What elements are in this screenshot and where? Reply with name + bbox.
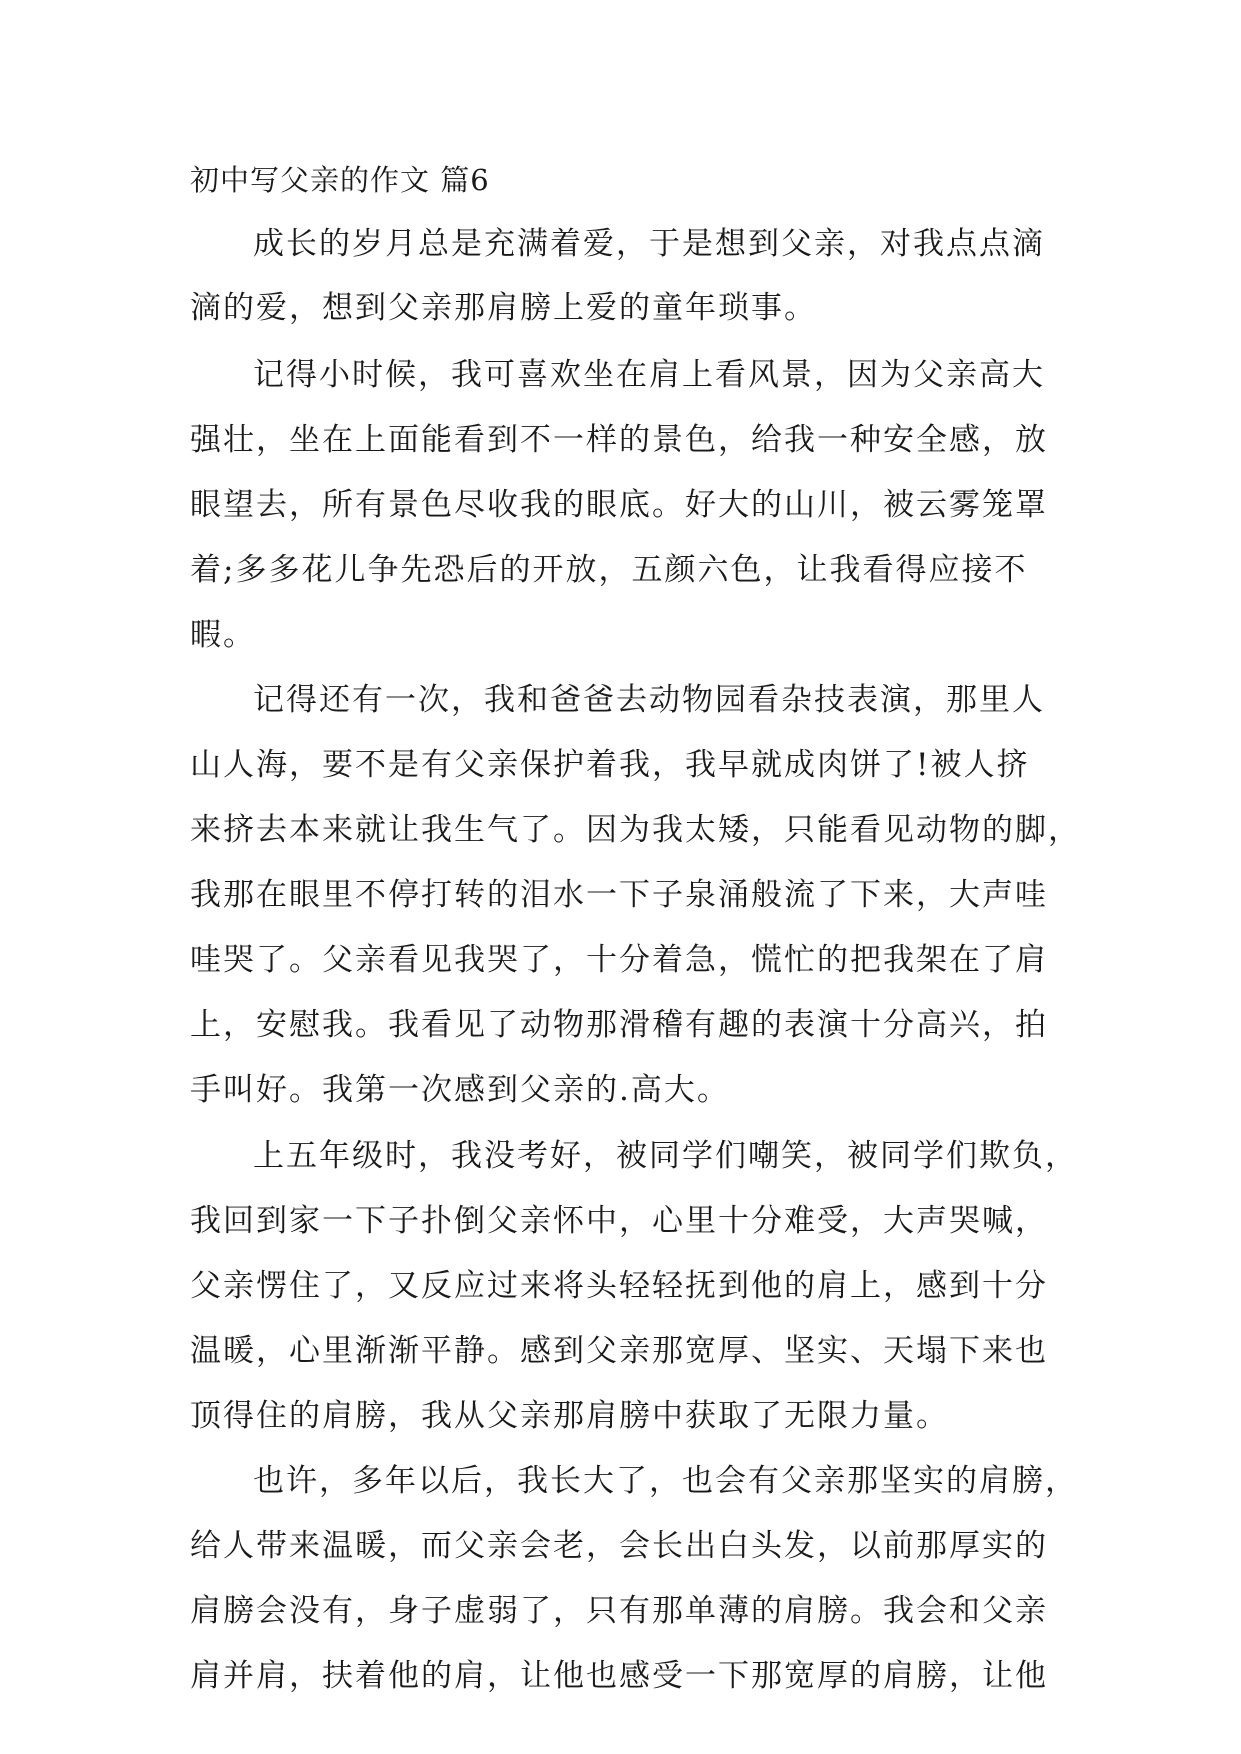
paragraph-3-line-3: 来挤去本来就让我生气了。因为我太矮，只能看见动物的脚， [190, 812, 1081, 848]
paragraph-3-line-5: 哇哭了。父亲看见我哭了，十分着急，慌忙的把我架在了肩 [190, 942, 1048, 978]
paragraph-3-line-1: 记得还有一次，我和爸爸去动物园看杂技表演，那里人 [253, 682, 1045, 718]
paragraph-2-line-4: 着;多多花儿争先恐后的开放，五颜六色，让我看得应接不 [190, 552, 1028, 588]
paragraph-4-line-1: 上五年级时，我没考好，被同学们嘲笑，被同学们欺负， [253, 1138, 1078, 1174]
paragraph-4-line-3: 父亲愣住了，又反应过来将头轻轻抚到他的肩上，感到十分 [190, 1268, 1048, 1304]
paragraph-3-line-2: 山人海，要不是有父亲保护着我，我早就成肉饼了!被人挤 [190, 747, 1030, 783]
paragraph-5-line-4: 肩并肩，扶着他的肩，让他也感受一下那宽厚的肩膀，让他 [190, 1658, 1048, 1694]
paragraph-3-line-7: 手叫好。我第一次感到父亲的.高大。 [190, 1072, 730, 1108]
document-title: 初中写父亲的作文 篇6 [190, 163, 490, 197]
paragraph-2-line-2: 强壮，坐在上面能看到不一样的景色，给我一种安全感，放 [190, 422, 1048, 458]
paragraph-1-line-1: 成长的岁月总是充满着爱，于是想到父亲，对我点点滴 [253, 226, 1045, 262]
paragraph-5-line-3: 肩膀会没有，身子虚弱了，只有那单薄的肩膀。我会和父亲 [190, 1593, 1048, 1629]
paragraph-2-line-5: 暇。 [190, 617, 256, 653]
paragraph-5-line-2: 给人带来温暖，而父亲会老，会长出白头发，以前那厚实的 [190, 1528, 1048, 1564]
paragraph-5-line-1: 也许，多年以后，我长大了，也会有父亲那坚实的肩膀， [253, 1463, 1078, 1499]
paragraph-4-line-2: 我回到家一下子扑倒父亲怀中，心里十分难受，大声哭喊， [190, 1203, 1048, 1239]
paragraph-2-line-3: 眼望去，所有景色尽收我的眼底。好大的山川，被云雾笼罩 [190, 487, 1048, 523]
paragraph-3-line-6: 上，安慰我。我看见了动物那滑稽有趣的表演十分高兴，拍 [190, 1007, 1048, 1043]
paragraph-1-line-2: 滴的爱，想到父亲那肩膀上爱的童年琐事。 [190, 290, 817, 326]
paragraph-4-line-5: 顶得住的肩膀，我从父亲那肩膀中获取了无限力量。 [190, 1398, 949, 1434]
paragraph-4-line-4: 温暖，心里渐渐平静。感到父亲那宽厚、坚实、天塌下来也 [190, 1333, 1048, 1369]
paragraph-3-line-4: 我那在眼里不停打转的泪水一下子泉涌般流了下来，大声哇 [190, 877, 1048, 913]
paragraph-2-line-1: 记得小时候，我可喜欢坐在肩上看风景，因为父亲高大 [253, 357, 1045, 393]
